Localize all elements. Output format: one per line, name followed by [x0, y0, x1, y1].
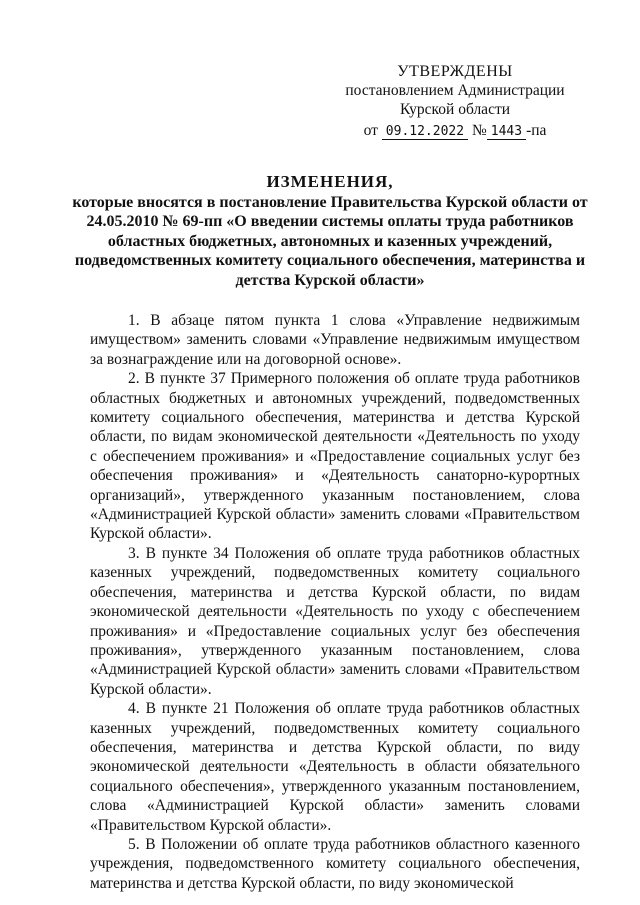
approval-line-2: Курской области: [399, 101, 511, 118]
date-prefix: от: [363, 122, 378, 139]
heading-main: ИЗМЕНЕНИЯ,: [266, 172, 394, 191]
paragraph-4: 4. В пункте 21 Положения об оплате труда работников областных казенных учреждений, подведомственных комитету социального обеспечения, материнства и детства Курской области, по виду экономической деятельности «Деятельность в области обязательного социального обеспечения», утвержденного указанным постановлением, слова «Администрацией Курской области» заменить словами «Правительством Курской области».: [90, 700, 580, 834]
document-body: [90, 311, 580, 893]
approval-line-1: постановлением Администрации: [345, 82, 565, 99]
number-suffix: -па: [526, 122, 547, 139]
approval-stamp: [330, 62, 580, 141]
date-value: 09.12.2022: [382, 124, 468, 140]
document-heading: [60, 172, 600, 290]
paragraph-3: 3. В пункте 34 Положения об оплате труда работников областных казенных учреждений, подведомственных комитету социального обеспечения, материнства и детства Курской области, по видам экономической деятельности «Деятельность по уходу с обеспечением проживания» и «Предоставление социальных услуг без обеспечения проживания», утвержденного указанным постановлением, слова «Администрацией Курской области» заменить словами «Правительством Курской области».: [90, 544, 580, 698]
approval-title: УТВЕРЖДЕНЫ: [397, 63, 513, 80]
paragraph-5: 5. В Положении об оплате труда работников областного казенного учреждения, подведомственного комитету социального обеспечения, материнства и детства Курской области, по виду экономической: [90, 835, 580, 892]
number-prefix: №: [471, 122, 487, 139]
paragraph-1: 1. В абзаце пятом пункта 1 слова «Управление недвижимым имуществом» заменить словами «Управление недвижимым имуществом за вознаграждение или на договорной основе».: [90, 312, 580, 368]
paragraph-2: 2. В пункте 37 Примерного положения об оплате труда работников областных бюджетных и автономных учреждений, подведомственных комитету социального обеспечения, материнства и детства Курской области, по видам экономической деятельности «Деятельность по уходу с обеспечением проживания» и «Предоставление социальных услуг без обеспечения проживания» и «Деятельность санаторно-курортных организаций», утвержденного указанным постановлением, слова «Администрацией Курской области» заменить словами «Правительством Курской области».: [90, 370, 580, 543]
heading-subtitle: которые вносятся в постановление Правительства Курской области от 24.05.2010 № 69-пп «О введении системы оплаты труда работников областных бюджетных, автономных и казенных учреждений, подведомственных комитету социального обеспечения, материнства и детства Курской области»: [72, 193, 588, 289]
approval-date-line: [330, 121, 580, 141]
number-value: 1443: [487, 124, 526, 140]
